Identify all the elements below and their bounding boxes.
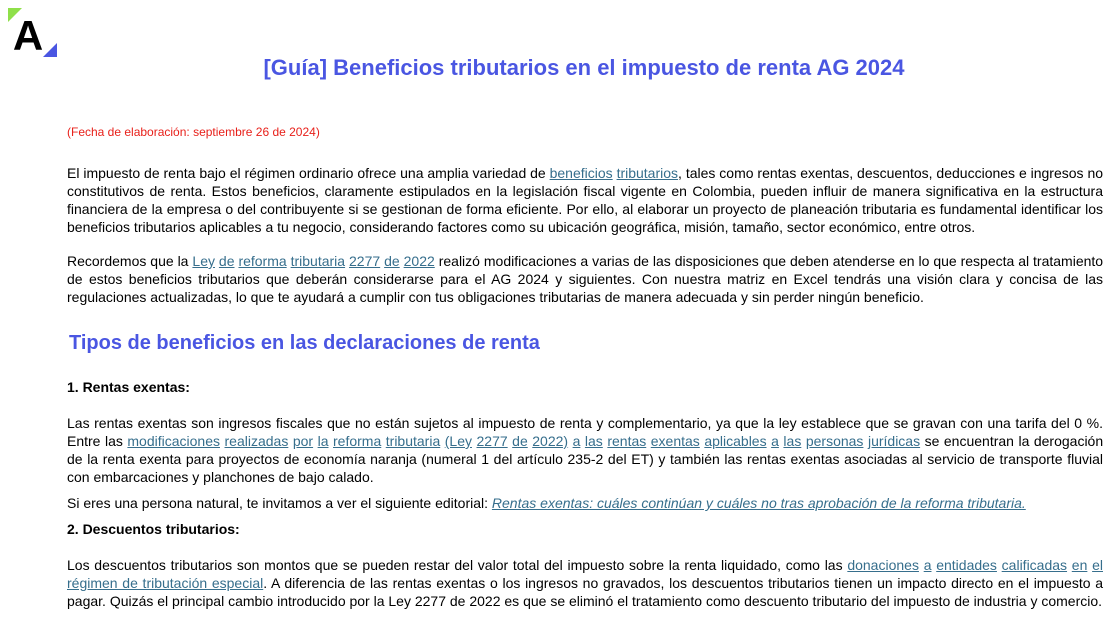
link-rentas-exentas-editorial[interactable]: Rentas exentas: cuáles continúan y cuáles no tras aprobación de la reforma tributaria.	[491, 495, 1026, 511]
inline-link-word[interactable]: a	[572, 433, 581, 449]
inline-link-word[interactable]: reforma	[333, 433, 382, 449]
inline-link-word[interactable]: calificadas	[1001, 557, 1068, 573]
inline-link-word[interactable]: realizadas	[224, 433, 289, 449]
link-ley-2277-group[interactable]	[192, 253, 434, 269]
inline-link-word[interactable]: jurídicas	[867, 433, 921, 449]
inline-link-word[interactable]: Ley	[192, 253, 215, 269]
inline-link-word[interactable]: aplicables	[704, 433, 767, 449]
inline-link-word[interactable]: de	[384, 253, 400, 269]
intro-paragraph-2: Recordemos que la Ley de reforma tributaria 2277 de 2022 realizó modificaciones a varias de las disposiciones que deben atenderse en lo que respecta al tratamiento de estos beneficios tributarios que deberán considerarse para el AG 2024 y siguientes. Con nuestra matriz en Excel tendrás una visión clara y concisa de las regulaciones actualizadas, lo que te ayudará a cumplir con tus obligaciones tributarias de manera adecuada y sin perder ningún beneficio.	[67, 253, 1104, 305]
section-title: Tipos de beneficios en las declaraciones de renta	[69, 332, 540, 354]
inline-link-word[interactable]: personas	[805, 433, 864, 449]
inline-link-word[interactable]: a	[771, 433, 779, 449]
heading-descuentos-tributarios: 2. Descuentos tributarios:	[67, 521, 240, 537]
inline-link-word[interactable]: exentas	[650, 433, 700, 449]
publication-date: (Fecha de elaboración: septiembre 26 de 2024)	[67, 125, 320, 139]
inline-link-word[interactable]: tributaria	[385, 433, 441, 449]
inline-link-word[interactable]: rentas	[607, 433, 647, 449]
rentas-exentas-paragraph: Las rentas exentas son ingresos fiscales que no están sujetos al impuesto de renta y complementario, ya que la ley establece que se gravan con una tarifa del 0 %. Entre las modificaciones realizadas por la reforma tributaria (Ley 2277 de 2022) a las rentas exentas aplicables a las personas jurídicas se encuentran la derogación de la renta exenta para proyectos de economía naranja (numeral 1 del artículo 235-2 del ET) y también las rentas exentas asociadas al servicio de transporte fluvial con embarcaciones y planchones de bajo calado.	[67, 415, 1104, 485]
link-modificaciones-group[interactable]	[127, 433, 920, 449]
inline-link-word[interactable]: (Ley	[444, 433, 472, 449]
link-tributarios[interactable]: tributarios	[616, 165, 679, 181]
descuentos-paragraph: Los descuentos tributarios son montos que se pueden restar del valor total del impuesto sobre la renta liquidado, como las donaciones a entidades calificadas en el régimen de tributación especial. A diferencia de las rentas exentas o los ingresos no gravados, los descuentos tributarios tienen un impacto directo en el impuesto a pagar. Quizás el principal cambio introducido por la Ley 2277 de 2022 es que se eliminó el tratamiento como descuento tributario del impuesto de industria y comercio.	[67, 557, 1103, 609]
inline-link-word[interactable]: donaciones	[847, 557, 919, 573]
inline-link-word[interactable]: 2277	[476, 433, 508, 449]
heading-rentas-exentas: 1. Rentas exentas:	[67, 379, 190, 395]
inline-link-word[interactable]: de	[218, 253, 235, 269]
inline-link-word[interactable]: 2277	[349, 253, 381, 269]
inline-link-word[interactable]: reforma	[238, 253, 287, 269]
page-title: [Guía] Beneficios tributarios en el impuesto de renta AG 2024	[263, 55, 905, 80]
inline-link-word[interactable]: a	[923, 557, 932, 573]
inline-link-word[interactable]: entidades	[936, 557, 997, 573]
link-beneficios[interactable]: beneficios	[549, 165, 613, 181]
inline-link-word[interactable]: modificaciones	[127, 433, 220, 449]
inline-link-word[interactable]: por	[292, 433, 314, 449]
inline-link-word[interactable]: 2022	[403, 253, 435, 269]
inline-link-word[interactable]: el	[1092, 557, 1103, 573]
inline-link-word[interactable]: de	[512, 433, 528, 449]
brand-logo[interactable]	[8, 8, 58, 58]
inline-link-word[interactable]: las	[584, 433, 603, 449]
inline-link-word[interactable]: las	[783, 433, 802, 449]
inline-link-word[interactable]: régimen de tributación especial	[67, 575, 264, 591]
article-body	[67, 164, 1103, 610]
persona-natural-paragraph: Si eres una persona natural, te invitamos a ver el siguiente editorial: Rentas exentas: cuáles continúan y cuáles no tras aprobación de la reforma tributaria.	[67, 495, 1026, 511]
inline-link-word[interactable]: en	[1071, 557, 1088, 573]
logo-letter: A	[12, 12, 44, 58]
inline-link-word[interactable]: tributaria	[290, 253, 346, 269]
inline-link-word[interactable]: 2022)	[532, 433, 569, 449]
intro-paragraph-1: El impuesto de renta bajo el régimen ordinario ofrece una amplia variedad de beneficios tributarios, tales como rentas exentas, descuentos, deducciones e ingresos no constitutivos de renta. Estos beneficios, claramente estipulados en la legislación fiscal vigente en Colombia, pueden influir de manera significativa en la estructura financiera de la empresa o del contribuyente si se gestionan de forma eficiente. Por ello, al elaborar un proyecto de planeación tributaria es fundamental identificar los beneficios tributarios aplicables a tu negocio, considerando factores como su ubicación geográfica, misión, tamaño, sector económico, entre otros.	[67, 165, 1104, 235]
inline-link-word[interactable]: la	[317, 433, 329, 449]
